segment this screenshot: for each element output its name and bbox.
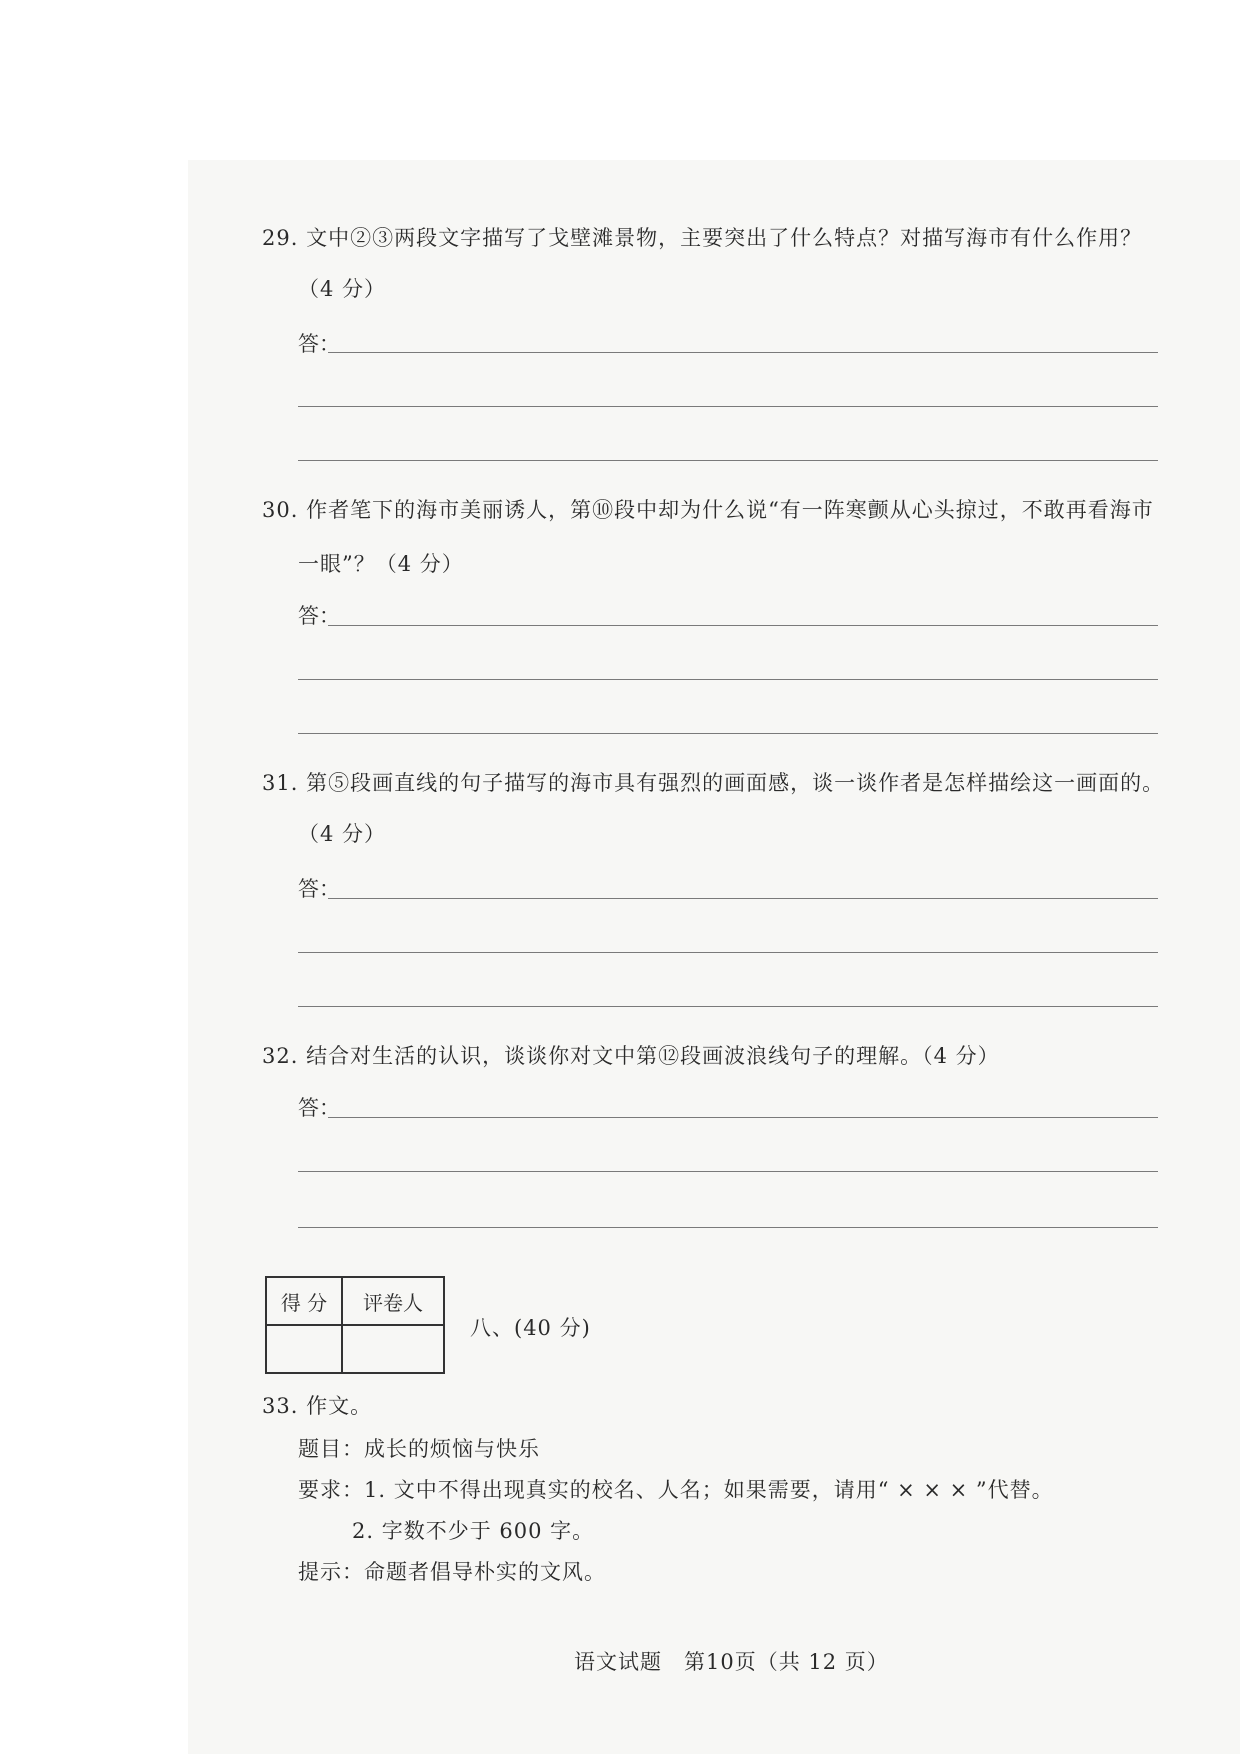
answer-line-32-3[interactable]	[298, 1227, 1158, 1228]
answer-line-30-3[interactable]	[298, 733, 1158, 734]
essay-hint: 提示：命题者倡导朴实的文风。	[298, 1560, 606, 1584]
grader-cell[interactable]	[342, 1325, 444, 1373]
answer-label-31: 答：	[298, 877, 340, 901]
answer-line-29-3[interactable]	[298, 460, 1158, 461]
section-title: 八、(40 分)	[470, 1316, 591, 1340]
question-29-line2: （4 分）	[298, 277, 387, 301]
score-table	[265, 1276, 445, 1374]
answer-label-29: 答：	[298, 332, 340, 356]
question-31-line1: 31. 第⑤段画直线的句子描写的海市具有强烈的画面感，谈一谈作者是怎样描绘这一画面的。	[262, 771, 1165, 795]
essay-topic: 题目：成长的烦恼与快乐	[298, 1437, 540, 1461]
grader-header: 评卷人	[342, 1277, 444, 1325]
page-footer: 语文试题 第10页（共 12 页）	[574, 1650, 889, 1674]
answer-line-31-2[interactable]	[298, 952, 1158, 953]
answer-line-30-1[interactable]	[328, 625, 1158, 626]
exam-page	[188, 160, 1240, 1754]
question-31-line2: （4 分）	[298, 822, 387, 846]
answer-line-31-3[interactable]	[298, 1006, 1158, 1007]
answer-line-32-1[interactable]	[328, 1117, 1158, 1118]
question-30-line2: 一眼”？（4 分）	[298, 552, 464, 576]
essay-requirement-1: 要求：1. 文中不得出现真实的校名、人名；如果需要，请用“ × × × ”代替。	[298, 1478, 1054, 1502]
score-cell[interactable]	[266, 1325, 342, 1373]
answer-line-29-2[interactable]	[298, 406, 1158, 407]
answer-line-29-1[interactable]	[328, 352, 1158, 353]
essay-number: 33. 作文。	[262, 1394, 373, 1418]
score-header: 得 分	[266, 1277, 342, 1325]
answer-label-30: 答：	[298, 604, 340, 628]
essay-requirement-2: 2. 字数不少于 600 字。	[352, 1519, 595, 1543]
answer-line-30-2[interactable]	[298, 679, 1158, 680]
answer-line-32-2[interactable]	[298, 1171, 1158, 1172]
answer-label-32: 答：	[298, 1096, 340, 1120]
question-30-line1: 30. 作者笔下的海市美丽诱人，第⑩段中却为什么说“有一阵寒颤从心头掠过，不敢再看海市	[262, 498, 1154, 522]
answer-line-31-1[interactable]	[328, 898, 1158, 899]
question-32-line1: 32. 结合对生活的认识，谈谈你对文中第⑫段画波浪线句子的理解。（4 分）	[262, 1044, 1000, 1068]
question-29-line1: 29. 文中②③两段文字描写了戈壁滩景物，主要突出了什么特点？对描写海市有什么作用？	[262, 226, 1143, 250]
